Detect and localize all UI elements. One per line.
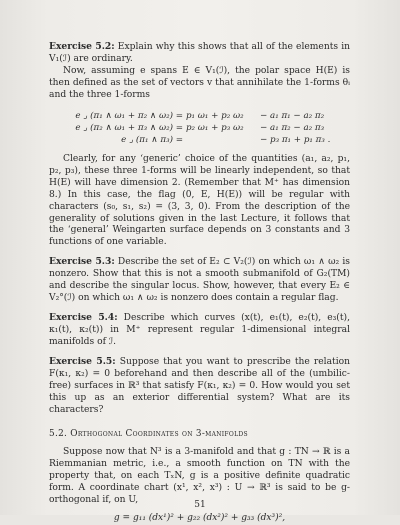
section-number: 5.2.: [49, 428, 68, 439]
equation-row: [49, 110, 350, 122]
exercise-5-5: [49, 356, 350, 417]
equation-mid: p₁ ω₁ + p₂ ω₂: [186, 110, 244, 121]
exercise-label: Exercise 5.5:: [49, 356, 116, 368]
exercise-text: Describe which curves (x(t), e₁(t), e₂(t), e₃(t), κ₁(t), κ₂(t)) in M⁺ represent regular 1-dimensional integral manifolds of ℐ.: [49, 313, 350, 348]
exercise-label: Exercise 5.4:: [49, 312, 118, 324]
exercise-label: Exercise 5.3:: [49, 256, 115, 268]
paragraph-orthogonal-coordinates: Suppose now that N³ is a 3-manifold and that g : TN → ℝ is a Riemmanian metric, i.e., a smooth function on TN with the property that, on each TₓN, g is a positive definite quadratic form. A coordinate chart (x¹, x², x³) : U → ℝ³ is said to be g-orthogonal if, on U,: [49, 446, 350, 505]
equation-right: − a₁ π₁ − a₂ π₂: [260, 110, 325, 121]
equation-lhs: e ⌟ (π₁ ∧ π₃) =: [121, 134, 183, 145]
display-equation: g = g₁₁ (dx¹)² + g₂₂ (dx²)² + g₃₃ (dx³)²,: [113, 512, 286, 523]
paragraph-polar-space: Now, assuming e spans E ∈ V₁(ℐ), the polar space H(E) is then defined as the set of vectors v that annihilate the 1-forms θᵢ and the three 1-forms: [49, 65, 350, 100]
exercise-5-2: [49, 41, 350, 66]
equation-row: [49, 134, 350, 146]
equation-row: [49, 122, 350, 134]
equation-mid: [186, 134, 260, 146]
section-title: Orthogonal Coordinates on 3-manifolds: [70, 428, 248, 439]
exercise-5-3: [49, 256, 350, 305]
equation-lhs: e ⌟ (π₁ ∧ ω₁ + π₂ ∧ ω₂) =: [75, 110, 183, 121]
exercise-5-4: [49, 312, 350, 349]
exercise-text: Describe the set of E₂ ⊂ V₂(ℐ) on which ω₁ ∧ ω₂ is nonzero. Show that this is not a smooth submanifold of G₂(TM) and describe the singular locus. Show, however, that every E₂ ∈ V₂°(ℐ) on which ω₁ ∧ ω₂ is nonzero does contain a regular flag.: [49, 257, 350, 304]
exercise-text: Suppose that you want to prescribe the relation F(κ₁, κ₂) = 0 beforehand and then describe all of the (umbilic-free) surfaces in ℝ³ that satisfy F(κ₁, κ₂) = 0. How would you set this up as an exterior differential system? What are its characters?: [49, 357, 350, 415]
exercise-label: Exercise 5.2:: [49, 41, 115, 52]
exercise-text: Explain why this shows that all of the elements in V₁(ℐ) are ordinary.: [49, 42, 350, 64]
equation-lhs: e ⌟ (π₂ ∧ ω₁ + π₃ ∧ ω₂) =: [75, 122, 183, 133]
equation-block: [49, 110, 350, 146]
page-number: 51: [194, 500, 206, 510]
section-heading: [49, 429, 350, 441]
equation-right: − p₃ π₁ + p₁ π₃ .: [260, 134, 331, 145]
paragraph-generic-choice: Clearly, for any ‘generic’ choice of the quantities (a₁, a₂, p₁, p₂, p₃), these three 1-forms will be linearly independent, so that H(E) will have dimension 2. (Remember that M⁺ has dimension 8.) In this case, the flag (0, E, H(E)) will be regular with characters (s₀, s₁, s₂) = (3, 3, 0). From the description of the generality of solutions given in the last Lecture, it follows that the ‘general’ Weingarten surface depends on 3 constants and 3 functions of one variable.: [49, 153, 350, 248]
equation-right: − a₁ π₂ − a₂ π₃: [260, 122, 325, 133]
equation-mid: p₂ ω₁ + p₃ ω₂: [186, 122, 244, 133]
